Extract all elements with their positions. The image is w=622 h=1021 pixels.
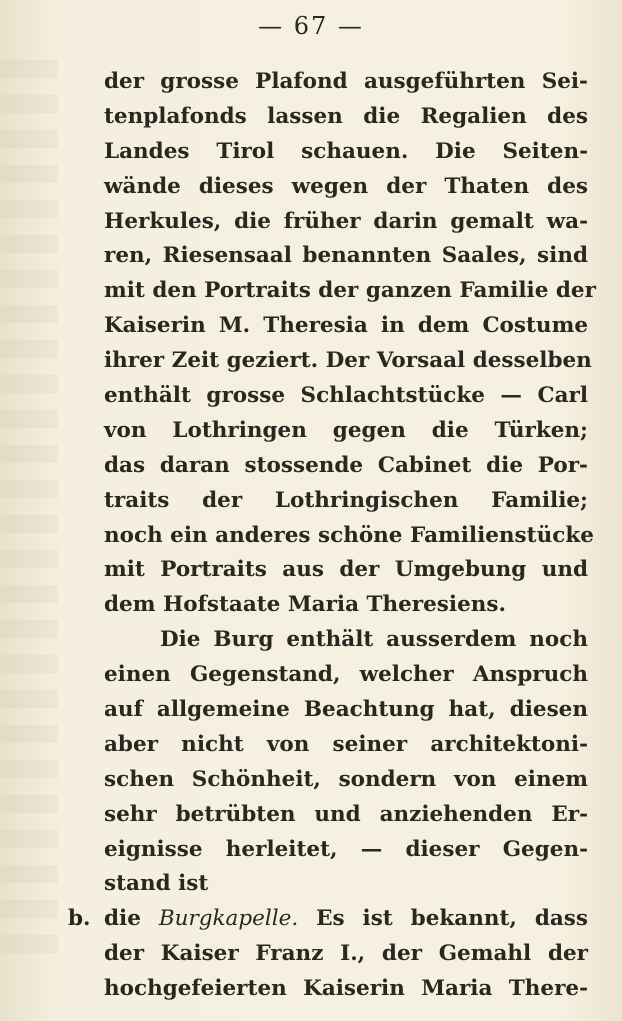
section-marker: b. <box>68 906 91 932</box>
text-line: noch ein anderes schöne Familienstücke <box>104 522 594 548</box>
text-line: schen Schönheit, sondern von einem <box>104 766 588 792</box>
page-number: — 67 — <box>258 12 364 40</box>
text-line: Herkules, die früher darin gemalt wa- <box>104 208 588 234</box>
text-line: ren, Riesensaal benannten Saales, sind <box>104 243 588 269</box>
section-title-italic: Burgkapelle. <box>158 906 299 932</box>
text-line: enthält grosse Schlachtstücke — Carl <box>104 383 588 409</box>
text-line: traits der Lothringischen Familie; <box>104 487 588 513</box>
section-lead: die <box>104 906 159 932</box>
section-b-line <box>68 902 588 937</box>
text-line: aber nicht von seiner architektoni- <box>104 731 588 757</box>
text-line: auf allgemeine Beachtung hat, diesen <box>104 697 588 723</box>
text-line: ihrer Zeit geziert. Der Vorsaal desselben <box>104 348 592 374</box>
text-line: stand ist <box>104 871 209 897</box>
text-line: Kaiserin M. Theresia in dem Costume <box>104 313 588 339</box>
text-line: der grosse Plafond ausgeführten Sei- <box>104 69 588 94</box>
bleed-through-margin <box>0 60 58 960</box>
paragraph-start-line: Die Burg enthält ausserdem noch <box>160 627 588 653</box>
text-line: hochgefeierten Kaiserin Maria There- <box>104 976 588 1002</box>
text-line: das daran stossende Cabinet die Por- <box>104 452 588 478</box>
text-line: der Kaiser Franz I., der Gemahl der <box>104 941 588 967</box>
text-line: von Lothringen gegen die Türken; <box>104 417 588 443</box>
text-line: tenplafonds lassen die Regalien des <box>104 103 588 129</box>
text-line: Landes Tirol schauen. Die Seiten- <box>104 138 588 164</box>
text-line: dem Hofstaate Maria Theresiens. <box>104 592 506 618</box>
text-line: wände dieses wegen der Thaten des <box>104 173 588 199</box>
section-rest: Es ist bekannt, dass <box>298 906 588 932</box>
body-text <box>68 65 596 1007</box>
text-line: eignisse herleitet, — dieser Gegen- <box>104 836 588 862</box>
text-line: sehr betrübten und anziehenden Er- <box>104 801 588 827</box>
text-line: mit den Portraits der ganzen Familie der <box>104 278 596 304</box>
text-line: mit Portraits aus der Umgebung und <box>104 557 588 583</box>
text-line: einen Gegenstand, welcher Anspruch <box>104 662 588 688</box>
